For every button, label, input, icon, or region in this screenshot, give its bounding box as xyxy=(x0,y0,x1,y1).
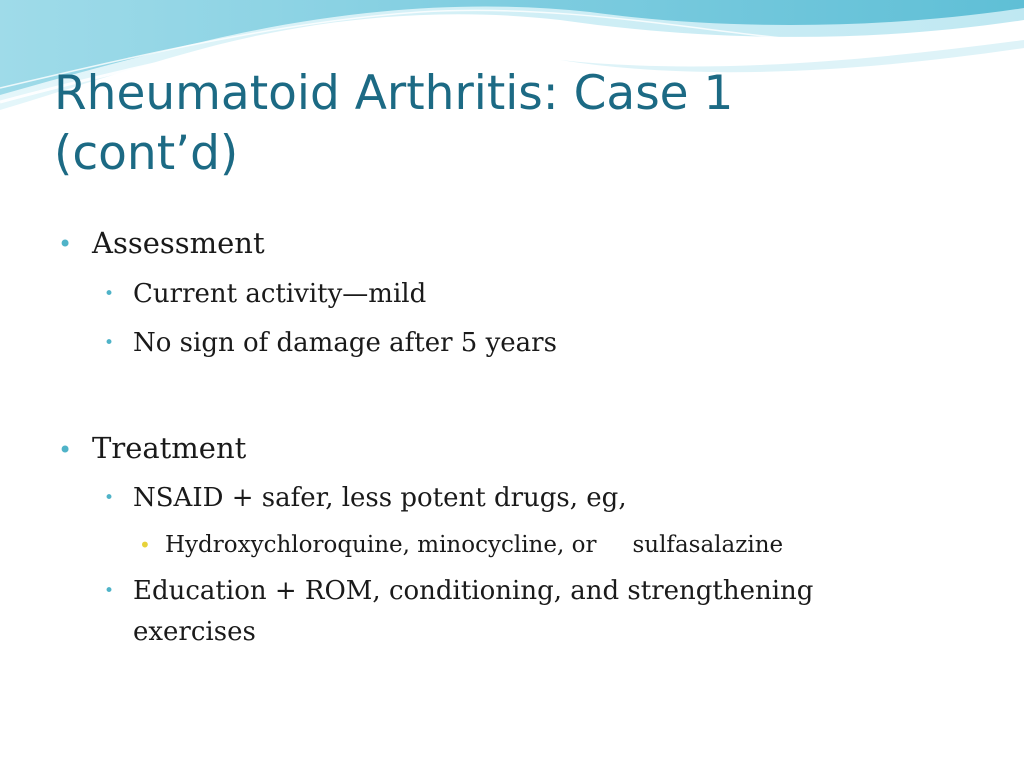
bullet-education-line-1: Education + ROM, conditioning, and strengthening xyxy=(133,576,814,606)
bullet-icon: • xyxy=(58,230,73,258)
bullet-drugs-part-2: sulfasalazine xyxy=(632,532,784,558)
bullet-nsaid: NSAID + safer, less potent drugs, eg, xyxy=(133,483,627,513)
bullet-icon: • xyxy=(58,436,73,464)
bullet-treatment: Treatment xyxy=(92,431,247,465)
bullet-current-activity: Current activity—mild xyxy=(133,279,427,309)
bullet-assessment: Assessment xyxy=(92,226,265,260)
slide-title-line-2: (cont’d) xyxy=(54,126,239,181)
bullet-no-damage: No sign of damage after 5 years xyxy=(133,328,557,358)
bullet-drugs xyxy=(165,532,783,558)
bullet-icon: • xyxy=(139,533,151,557)
bullet-icon: • xyxy=(104,284,115,304)
bullet-education-line-2: exercises xyxy=(133,617,256,647)
bullet-icon: • xyxy=(104,488,115,508)
bullet-icon: • xyxy=(104,333,115,353)
bullet-drugs-part-1: Hydroxychloroquine, minocycline, or xyxy=(165,532,597,558)
slide-title xyxy=(54,64,954,184)
slide-title-line-1: Rheumatoid Arthritis: Case 1 xyxy=(54,66,734,121)
bullet-icon: • xyxy=(104,581,115,601)
